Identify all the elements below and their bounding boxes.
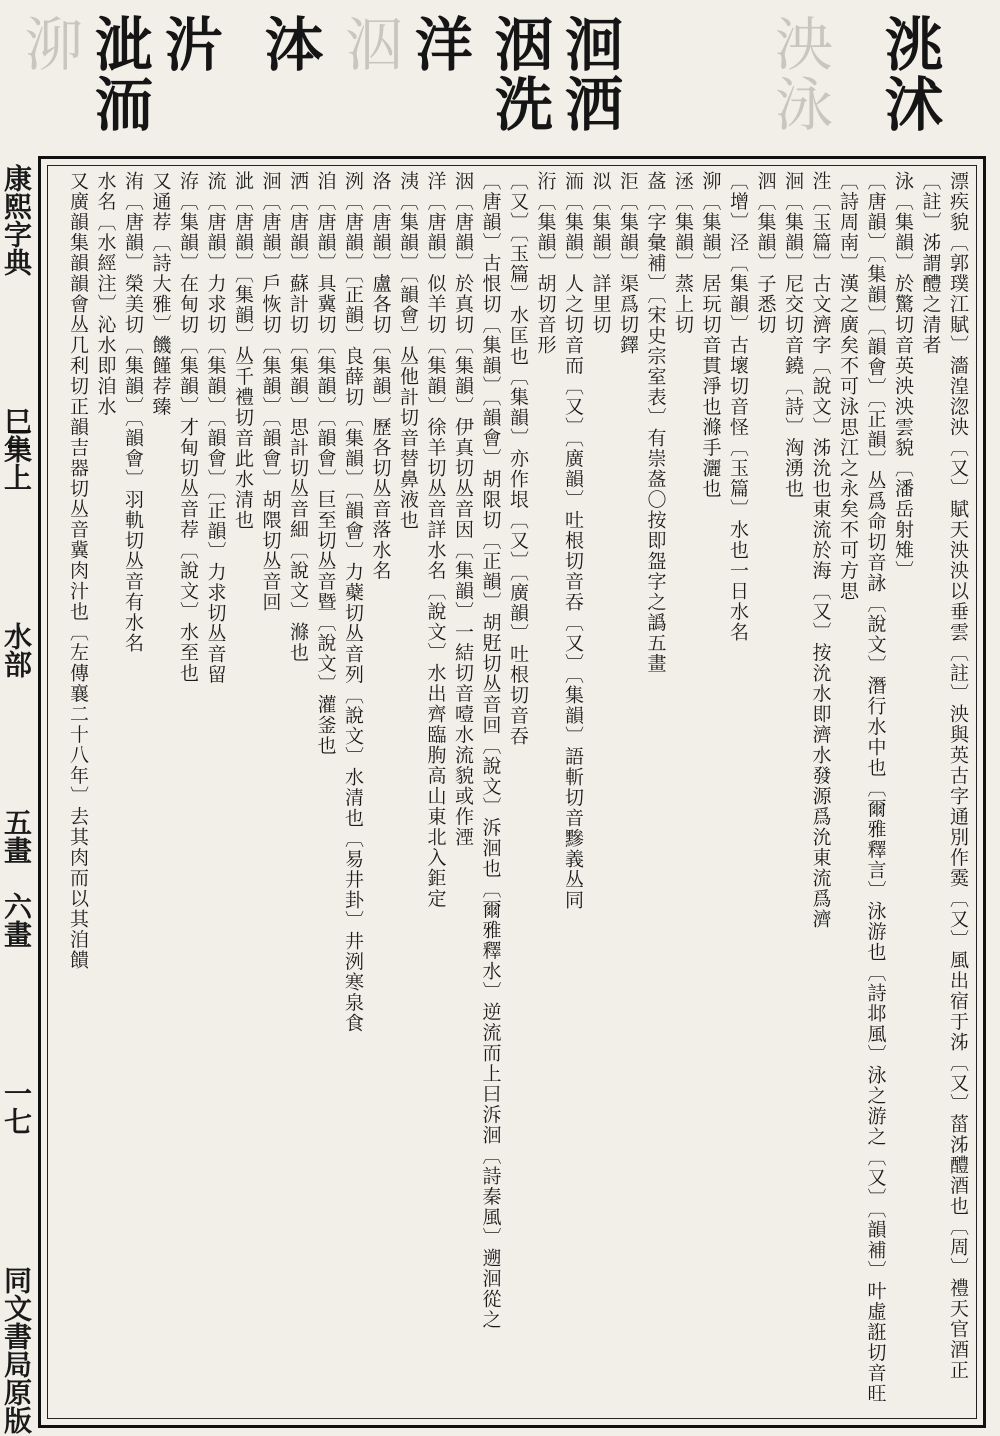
- entry-text: 泖〔集韻〕居玩切音貫淨也滌手灑也: [699, 171, 722, 499]
- entry-text: 漂疾貌〔郭璞江賦〕濇湟淴泱〔又〕賦天泱泱以垂雲〔註〕泱與英古字通別作霙〔又〕風出宿于泲〔又〕菑泲醴酒也〔周〕禮天官酒正〔註〕泲謂醴之清者: [919, 171, 969, 1381]
- seal-char: 泍: [255, 14, 323, 74]
- entry-text: 流〔唐韻〕力求切〔集韻〕〔韻會〕〔正韻〕力求切丛音留: [204, 171, 227, 685]
- publisher-label: 同文書局原版: [0, 1265, 33, 1434]
- entry-text: 洛〔唐韻〕盧各切〔集韻〕歷各切丛音落水名: [369, 171, 392, 581]
- entry-text: 洒〔唐韻〕蘇計切〔集韻〕思計切丛音細〔說文〕滌也: [287, 171, 309, 663]
- entry-text: 洄〔唐韻〕戶恢切〔集韻〕〔韻會〕胡隈切丛音回: [259, 171, 282, 613]
- entry-text: 〔增〕泾〔集韻〕古壞切音怪〔玉篇〕水也一日水名: [727, 171, 749, 643]
- entry-text: 洧〔唐韻〕榮美切〔集韻〕〔韻會〕羽軌切丛音有水名: [122, 171, 144, 654]
- seal-column: [405, 14, 473, 74]
- entry-text: 泩〔玉篇〕古文濟字〔說文〕泲沇也東流於海〔又〕按沇水即濟水發源爲沇東流爲濟: [809, 171, 832, 930]
- entry-text: 洆〔集韻〕蒸上切: [672, 171, 694, 335]
- entry-text: 洎〔唐韻〕具冀切〔集韻〕〔韻會〕巨至切丛音暨〔說文〕灌釜也: [314, 171, 337, 756]
- page-number: 一七: [0, 1079, 33, 1136]
- seal-char: 泖: [15, 14, 83, 74]
- entry-text: 〔唐韻〕〔集韻〕〔韻會〕〔正韻〕丛爲命切音詠〔說文〕潛行水中也〔爾雅釋言〕泳游也〔詩邶風〕泳之游之〔又〕〔韻補〕叶虛誑切音旺〔詩周南〕漢之廣矣不可泳思江之永矣不可方思: [837, 171, 887, 1404]
- seal-column-right: [875, 14, 943, 134]
- margin-divider: [8, 430, 30, 448]
- seal-char: 洒: [555, 74, 623, 134]
- book-title: 康熙字典: [0, 164, 33, 276]
- seal-column-faint: [765, 14, 833, 134]
- seal-script-header: [0, 0, 1000, 160]
- seal-char: 洗: [485, 74, 553, 134]
- entry-text: 洐〔集韻〕胡切音形: [534, 171, 557, 356]
- seal-char: 洋: [405, 14, 473, 74]
- seal-char: 沭: [875, 74, 943, 134]
- seal-char: 洄: [555, 14, 623, 74]
- entry-text: 洌〔唐韻〕〔正韻〕良薛切〔集韻〕〔韻會〕力蘗切丛音列〔說文〕水清也〔易井卦〕井洌寒泉食: [342, 171, 364, 1034]
- seal-char: 洇: [485, 14, 553, 74]
- entry-text: 洏〔集韻〕人之切音而〔又〕〔廣韻〕吐根切音吞〔又〕〔集韻〕語斬切音黲義丛同: [562, 171, 584, 911]
- seal-column: [85, 14, 153, 134]
- entry-text: 〔又〕〔玉篇〕水匡也〔集韻〕亦作垠〔又〕〔廣韻〕吐根切音吞: [507, 171, 529, 747]
- radical-label: 水部: [0, 621, 33, 678]
- seal-char: 沜: [155, 14, 223, 74]
- seal-char: 洮: [875, 14, 943, 74]
- seal-column: [255, 14, 323, 74]
- seal-char: 泅: [335, 14, 403, 74]
- entry-text: 洄〔集韻〕尼交切音鐃〔詩〕洶湧也: [782, 171, 804, 499]
- volume-label: 巳集上: [0, 406, 33, 491]
- entry-text: 洟〔集韻〕〔韻會〕丛他計切音替鼻液也: [397, 171, 419, 531]
- entry-text: 泚〔唐韻〕〔集韻〕丛千禮切音此水清也: [232, 171, 254, 531]
- page-margin-info: [0, 164, 36, 1434]
- seal-column-faint: [15, 14, 83, 74]
- seal-column: [155, 14, 223, 74]
- entry-text: 又通荐〔詩大雅〕饑饉荐臻: [149, 171, 172, 417]
- dictionary-page-frame: [38, 156, 986, 1428]
- seal-char: 洏: [85, 74, 153, 134]
- dictionary-columns: [49, 171, 971, 1411]
- seal-column: [485, 14, 553, 134]
- seal-char: 泱: [765, 14, 833, 74]
- entry-text: 又廣韻集韻韻會丛几利切正韻吉器切丛音冀肉汁也〔左傳襄二十八年〕去其肉而以其洎饋: [67, 171, 89, 971]
- entry-text: 泗〔集韻〕子悉切: [754, 171, 777, 335]
- entry-text: 洋〔唐韻〕似羊切〔集韻〕徐羊切丛音詳水名〔說文〕水出齊臨朐高山東北入鉅定: [424, 171, 447, 909]
- entry-text: 泳〔集韻〕於驚切音英泱泱雲貌〔潘岳射雉〕: [892, 171, 914, 581]
- entry-text: 〔唐韻〕古恨切〔集韻〕〔韻會〕胡限切〔正韻〕胡覎切丛音回〔說文〕泝洄也〔爾雅釋水〕逆流而上曰泝洄〔詩秦風〕遡洄從之: [479, 171, 502, 1330]
- seal-char: 泳: [765, 74, 833, 134]
- entry-text: 洊〔集韻〕在甸切〔集韻〕才甸切丛音荐〔說文〕水至也: [177, 171, 199, 684]
- seal-column: [555, 14, 623, 134]
- seal-char: 泚: [85, 14, 153, 74]
- stroke-count-label: 五畫 六畫: [0, 808, 33, 949]
- entry-text: 泤〔集韻〕詳里切: [589, 171, 612, 335]
- entry-text: 水名〔水經注〕沁水即洎水: [94, 171, 117, 417]
- entry-text: 盋〔字彙補〕〔宋史宗室表〕有崇盋〇按即盌字之譌五畫: [644, 171, 667, 674]
- seal-column-faint: [335, 14, 403, 74]
- entry-text: 洇〔唐韻〕於真切〔集韻〕伊真切丛音因〔集韻〕一結切音噎水流貌或作湮: [452, 171, 474, 848]
- entry-text: 洰〔集韻〕渠爲切鐸: [617, 171, 639, 356]
